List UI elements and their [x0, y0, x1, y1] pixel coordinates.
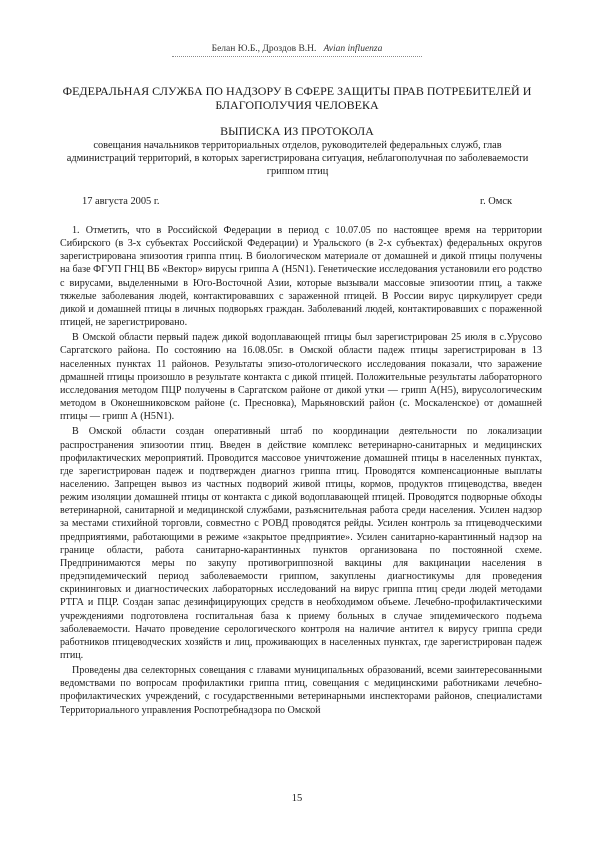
header-authors: Белан Ю.Б., Дроздов В.Н.	[211, 44, 317, 54]
paragraph: 1. Отметить, что в Российской Федерации в период с 10.07.05 по настоящее время на территории Сибирского (в 3-х субъектах Российской Федерации) и Уральского (в 2-х субъектах) федеральных округов зарегистрирована эпизоотия гриппа птиц. В биологическом материале от домашней и дикой птицы получены на базе ФГУП ГНЦ ВБ «Вектор» вирусы гриппа А (H5N1). Генетические исследования установили его родство с вирусами, выделенными в Юго-Восточной Азии, которые вызывали массовые эпизоотии птиц, а также тяжелые заболевания людей, контактировавших с зараженной птицей. В России вирус циркулирует среди дикой и домашней птицы в личных подворьях граждан. Заболеваний людей, контактировавших с пораженной птицей, не зарегистрировано.	[60, 225, 542, 329]
document-date: 17 августа 2005 г.	[82, 196, 160, 207]
paragraph: Проведены два селекторных совещания с главами муниципальных образований, всеми заинтересованными ведомствами по вопросам профилактики гриппа птиц, совещания с медицинскими работниками лечебно-профилактических учреждений, с государственными ветеринарными инспекторами районов, специалистами Территориального управления Роспотребнадзора по Омской	[60, 665, 542, 716]
header-divider	[172, 56, 422, 57]
paragraph: В Омской области создан оперативный штаб по координации деятельности по локализации распространения эпизоотии птиц. Введен в действие комплекс ветеринарно-санитарных и медицинских профилактических мероприятий. Проводится массовое уничтожение домашней птицы в населенных пунктах, где зарегистрирован падеж и подтвержден диагноз гриппа птиц. Проводятся компенсационные выплаты населению. Запрещен вывоз из частных подворий живой птицы, кормов, продуктов птицеводства, введен режим изоляции домашней птицы от контакта с дикой водоплавающей птицей. Проводятся подворные обходы ветеринарной, санитарной и медицинской службами, разъяснительная работа среди населения. Усилен надзор за местами стихийной торговли, совместно с РОВД проводятся рейды. Усилен контроль за птицеводческими предприятиями, работающими в режиме «закрытое предприятие». Усилен санитарно-карантинный надзор на границе области, работа санитарно-карантинных пунктов организована по постоянной схеме. Предпринимаются меры по закупу противогриппозной вакцины для вакцинации населения в предэпидемический период заболеваемости гриппом, закуплены диагностикумы для проведения скрининговых и диагностических лабораторных исследований на вирус гриппа птиц среди людей методами РТГА и ПЦР. Создан запас дезинфицирующих средств в необходимом объеме. Лечебно-профилактическими учреждениями подготовлена госпитальная база к приему больных в случае эпидемического подъема заболеваемости. Начато проведение серологического контроля на наличие антител к вирусу гриппа среди работников птицеводческих хозяйств и лиц, проживающих в населенных пунктах, где зарегистрирован падеж птиц.	[60, 426, 542, 661]
document-place: г. Омск	[480, 196, 513, 207]
running-header	[0, 43, 594, 55]
page-number: 15	[291, 793, 303, 804]
document-title: ВЫПИСКА ИЗ ПРОТОКОЛА	[220, 124, 374, 138]
body-text	[60, 224, 542, 719]
document-subtitle: совещания начальников территориальных отделов, руководителей федеральных служб, глав администраций территорий, в которых зарегистрирована ситуация, неблагополучная по заболеваемости гриппом птиц	[66, 140, 529, 178]
header-topic: Avian influenza	[323, 44, 383, 54]
organization-title: ФЕДЕРАЛЬНАЯ СЛУЖБА ПО НАДЗОРУ В СФЕРЕ ЗАЩИТЫ ПРАВ ПОТРЕБИТЕЛЕЙ И БЛАГОПОЛУЧИЯ ЧЕЛОВЕКА	[62, 84, 532, 112]
paragraph: В Омской области первый падеж дикой водоплавающей птицы был зарегистрирован 25 июля в с.Урусово Саргатского района. По состоянию на 16.08.05г. в Омской области падеж птицы зарегистрирован в 13 населенных пунктах 11 районов. Результаты эпизо-отологического исследования показали, что заражение дрмашней птицы произошло в результате контакта с дикой птицей. Положительные результаты лабораторного исследования методом ПЦР получены в Саргатском районе от дикой утки — грипп А(Н5), вирусологическим методом в Оконешниковском районе (с. Пресновка), Марьяновский район (с. Москаленское) от домашней птицы — грипп А (H5N1).	[60, 332, 542, 423]
